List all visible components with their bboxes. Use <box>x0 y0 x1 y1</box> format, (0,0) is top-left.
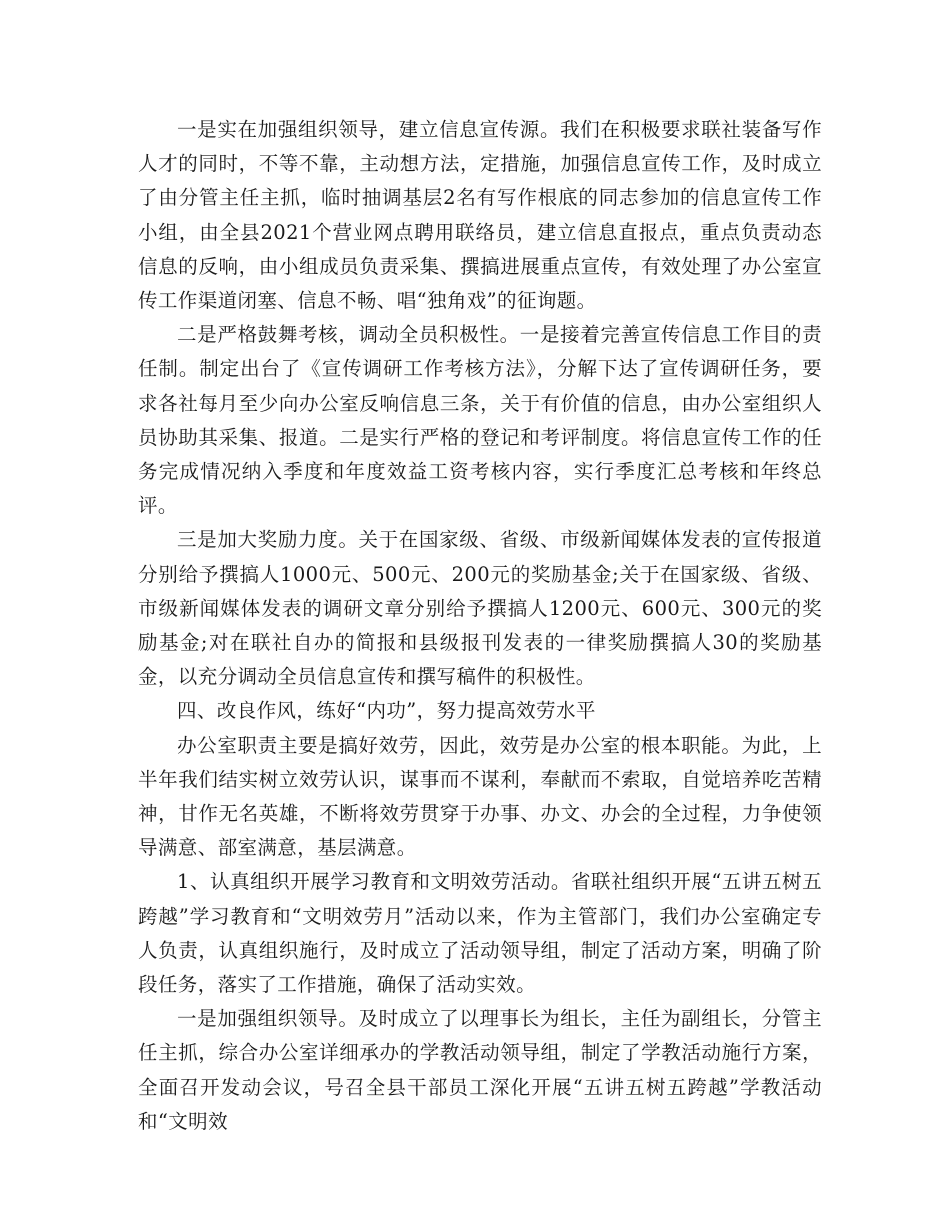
paragraph-study-education: 1、认真组织开展学习教育和文明效劳活动。省联社组织开展“五讲五树五跨越”学习教育和“文明效劳月”活动以来，作为主管部门，我们办公室确定专人负责，认真组织施行，及时成立了活动领导组，制定了活动方案，明确了阶段任务，落实了工作措施，确保了活动实效。 <box>138 870 822 997</box>
document-body <box>138 113 822 1139</box>
paragraph-rewards: 三是加大奖励力度。关于在国家级、省级、市级新闻媒体发表的宣传报道分别给予撰搞人1000元、500元、200元的奖励基金;关于在国家级、省级、市级新闻媒体发表的调研文章分别给予撰搞人1200元、600元、300元的奖励基金;对在联社自办的简报和县级报刊发表的一律奖励撰搞人30的奖励基金，以充分调动全员信息宣传和撰写稿件的积极性。 <box>138 528 822 689</box>
paragraph-service-duty: 办公室职责主要是搞好效劳，因此，效劳是办公室的根本职能。为此，上半年我们结实树立效劳认识，谋事而不谋利，奉献而不索取，自觉培养吃苦精神，甘作无名英雄，不断将效劳贯穿于办事、办文、办会的全过程，力争使领导满意、部室满意，基层满意。 <box>138 733 822 860</box>
paragraph-leadership: 一是加强组织领导。及时成立了以理事长为组长，主任为副组长，分管主任主抓，综合办公室详细承办的学教活动领导组，制定了学教活动施行方案，全面召开发动会议，号召全县干部员工深化开展“五讲五树五跨越”学教活动和“文明效 <box>138 1007 822 1133</box>
section-heading-service: 四、改良作风，练好“内功”，努力提高效劳水平 <box>177 699 596 723</box>
paragraph-info-source: 一是实在加强组织领导，建立信息宣传源。我们在积极要求联社装备写作人才的同时，不等不靠，主动想方法，定措施，加强信息宣传工作，及时成立了由分管主任主抓，临时抽调基层2名有写作根底的同志参加的信息宣传工作小组，由全县2021个营业网点聘用联络员，建立信息直报点，重点负责动态信息的反响，由小组成员负责采集、撰搞进展重点宣传，有效处理了办公室宣传工作渠道闭塞、信息不畅、唱“独角戏”的征询题。 <box>138 118 822 313</box>
paragraph-assessment: 二是严格鼓舞考核，调动全员积极性。一是接着完善宣传信息工作目的责任制。制定出台了《宣传调研工作考核方法》，分解下达了宣传调研任务，要求各社每月至少向办公室反响信息三条，关于有价值的信息，由办公室组织人员协助其采集、报道。二是实行严格的登记和考评制度。将信息宣传工作的任务完成情况纳入季度和年度效益工资考核内容，实行季度汇总考核和年终总评。 <box>138 323 822 518</box>
